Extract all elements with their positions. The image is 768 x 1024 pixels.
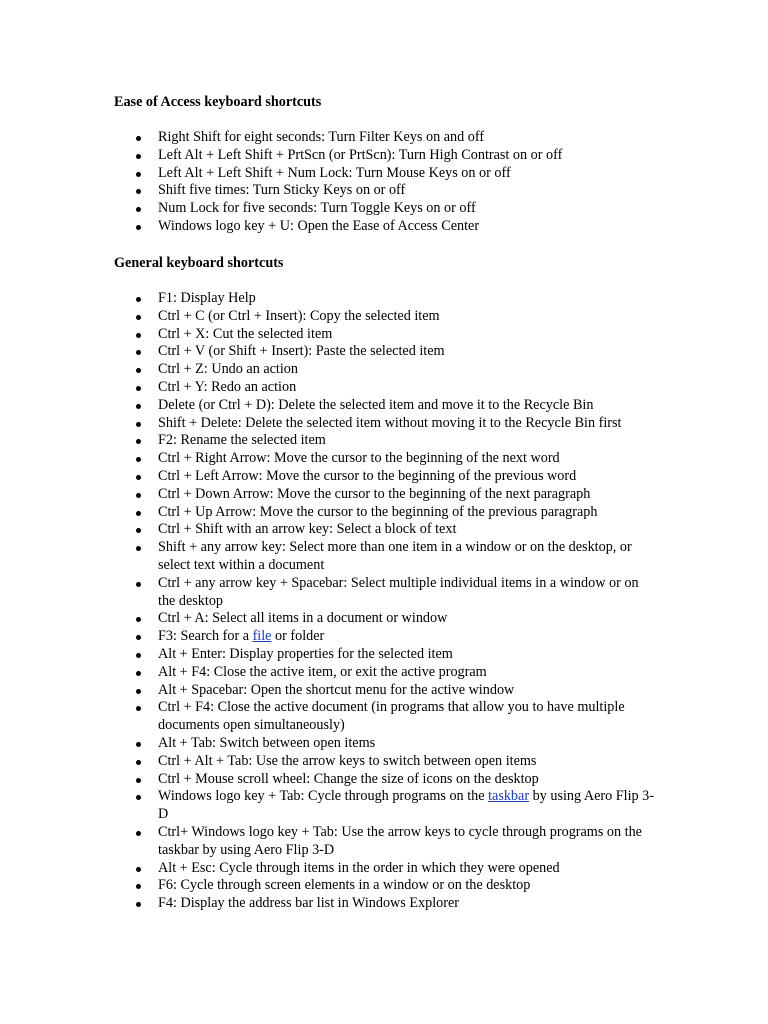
list-item-text: Delete (or Ctrl + D): Delete the selected item and move it to the Recycle Bin	[158, 396, 594, 413]
list-item	[158, 575, 658, 611]
list-item-text: Ctrl + X: Cut the selected item	[158, 325, 333, 342]
list-item	[158, 200, 658, 218]
list-item-text: Left Alt + Left Shift + Num Lock: Turn Mouse Keys on or off	[158, 164, 511, 181]
list-item-text: Ctrl + any arrow key + Spacebar: Select multiple individual items in a window or on the desktop	[158, 574, 639, 609]
list-item	[158, 468, 658, 486]
list-item-text: Ctrl + Shift with an arrow key: Select a block of text	[158, 521, 457, 538]
list-item-text: Ctrl + Left Arrow: Move the cursor to the beginning of the previous word	[158, 467, 577, 484]
list-item-text: Alt + Spacebar: Open the shortcut menu for the active window	[158, 681, 515, 698]
list-item	[158, 308, 658, 326]
list-item	[158, 165, 658, 183]
list-item-text: Ctrl + A: Select all items in a document or window	[158, 610, 448, 627]
general-shortcut-list	[158, 290, 658, 913]
list-item-text: Right Shift for eight seconds: Turn Filter Keys on and off	[158, 129, 485, 145]
list-item	[158, 218, 658, 236]
list-item	[158, 895, 658, 913]
list-item	[158, 521, 658, 539]
list-item	[158, 877, 658, 895]
list-item-text: Alt + Enter: Display properties for the selected item	[158, 645, 453, 662]
list-item-text: Ctrl + Y: Redo an action	[158, 378, 297, 395]
list-item	[158, 415, 658, 433]
list-item	[158, 860, 658, 878]
list-item	[158, 539, 658, 575]
taskbar-link[interactable]: taskbar	[488, 788, 530, 805]
list-item-text: Ctrl + Down Arrow: Move the cursor to the beginning of the next paragraph	[158, 485, 591, 502]
list-item-text: Shift + any arrow key: Select more than one item in a window or on the desktop, or select text within a document	[158, 539, 632, 573]
list-item-text: Ctrl+ Windows logo key + Tab: Use the arrow keys to cycle through programs on the taskbar by using Aero Flip 3-D	[158, 823, 642, 858]
list-item-text: or folder	[271, 628, 325, 645]
list-item-text: F1: Display Help	[158, 290, 256, 306]
section-heading-ease-of-access: Ease of Access keyboard shortcuts	[114, 94, 322, 110]
list-item-text: Ctrl + Alt + Tab: Use the arrow keys to switch between open items	[158, 752, 537, 769]
list-item-text: Windows logo key + Tab: Cycle through programs on the	[158, 788, 489, 805]
list-item-text: by using Aero Flip 3-D	[158, 788, 654, 823]
list-item-text: Ctrl + Right Arrow: Move the cursor to the beginning of the next word	[158, 450, 560, 467]
list-item	[158, 699, 658, 735]
list-item-text: Windows logo key + U: Open the Ease of Access Center	[158, 217, 480, 234]
list-item-text: Ctrl + Z: Undo an action	[158, 361, 298, 378]
list-item	[158, 735, 658, 753]
list-item	[158, 646, 658, 664]
list-item	[158, 379, 658, 397]
list-item	[158, 628, 658, 646]
ease-of-access-shortcut-list	[158, 129, 658, 236]
list-item	[158, 326, 658, 344]
list-item	[158, 182, 658, 200]
list-item	[158, 610, 658, 628]
list-item	[158, 432, 658, 450]
list-item	[158, 290, 658, 308]
list-item-text: Alt + Esc: Cycle through items in the order in which they were opened	[158, 859, 560, 876]
list-item-text: Ctrl + Mouse scroll wheel: Change the size of icons on the desktop	[158, 770, 539, 787]
list-item	[158, 486, 658, 504]
list-item	[158, 129, 658, 147]
list-item-text: Left Alt + Left Shift + PrtScn (or PrtScn): Turn High Contrast on or off	[158, 146, 563, 163]
list-item	[158, 147, 658, 165]
list-item-text: Ctrl + Up Arrow: Move the cursor to the beginning of the previous paragraph	[158, 503, 598, 520]
file-link[interactable]: file	[252, 628, 272, 645]
list-item-text: F4: Display the address bar list in Windows Explorer	[158, 895, 460, 912]
list-item-text: Ctrl + F4: Close the active document (in programs that allow you to have multiple documents open simultaneously)	[158, 699, 625, 734]
list-item-text: F2: Rename the selected item	[158, 432, 326, 449]
list-item	[158, 788, 658, 824]
list-item-text: Alt + Tab: Switch between open items	[158, 734, 376, 751]
list-item	[158, 450, 658, 468]
list-item-text: F6: Cycle through screen elements in a window or on the desktop	[158, 877, 531, 894]
list-item	[158, 504, 658, 522]
list-item-text: Shift + Delete: Delete the selected item without moving it to the Recycle Bin first	[158, 414, 622, 431]
list-item-text: Ctrl + V (or Shift + Insert): Paste the selected item	[158, 343, 445, 360]
list-item	[158, 343, 658, 361]
list-item	[158, 753, 658, 771]
list-item	[158, 397, 658, 415]
list-item	[158, 664, 658, 682]
list-item-text: Num Lock for five seconds: Turn Toggle Keys on or off	[158, 200, 476, 217]
list-item	[158, 771, 658, 789]
list-item-text: Ctrl + C (or Ctrl + Insert): Copy the selected item	[158, 307, 440, 324]
list-item-text: Shift five times: Turn Sticky Keys on or off	[158, 182, 406, 199]
list-item-text: F3: Search for a	[158, 628, 253, 645]
list-item	[158, 361, 658, 379]
list-item	[158, 682, 658, 700]
section-heading-general: General keyboard shortcuts	[114, 255, 284, 271]
list-item-text: Alt + F4: Close the active item, or exit the active program	[158, 663, 487, 680]
list-item	[158, 824, 658, 860]
